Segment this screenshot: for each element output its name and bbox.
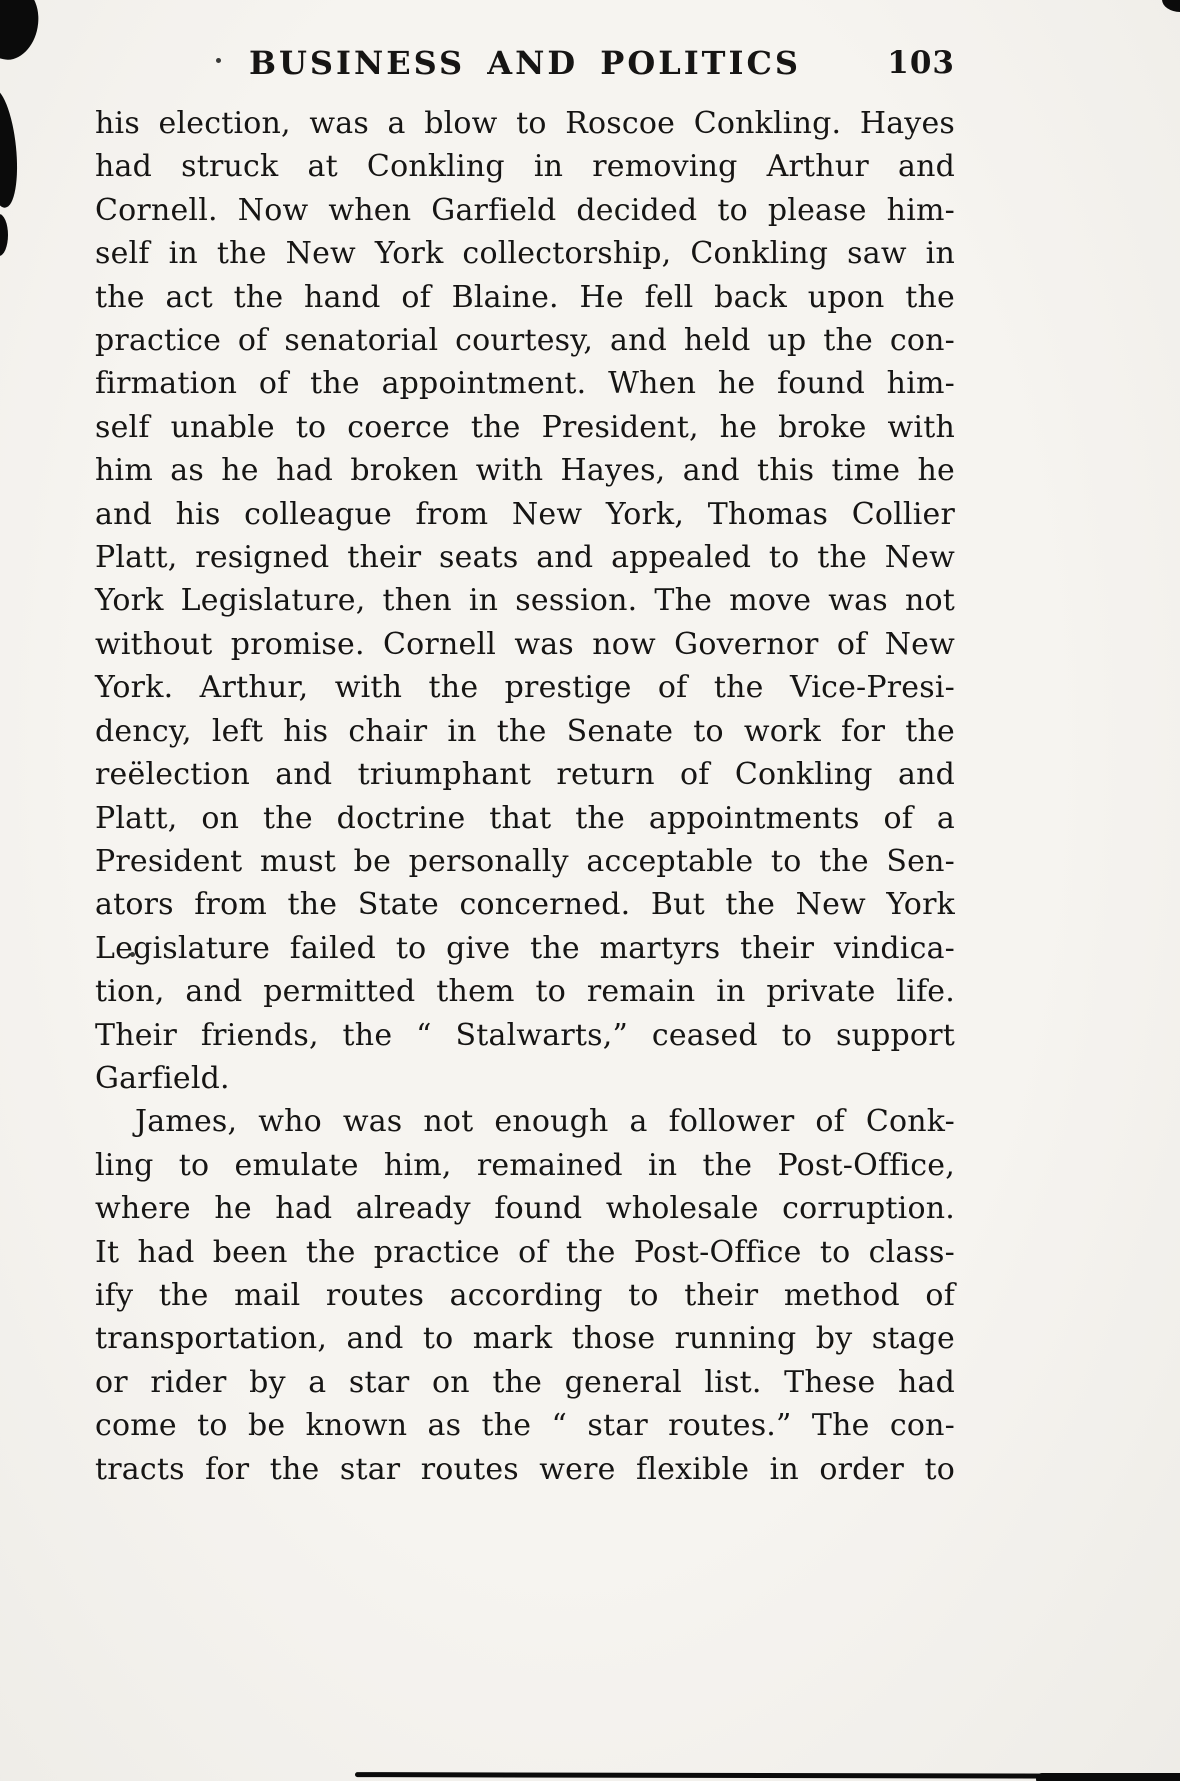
text-line: It had been the practice of the Post-Office to class- xyxy=(95,1234,955,1270)
text-line: ators from the State concerned. But the New York xyxy=(95,887,955,923)
text-line: had struck at Conkling in removing Arthur and xyxy=(95,149,955,185)
text-line: President must be personally acceptable to the Sen- xyxy=(95,843,955,879)
text-line: Platt, resigned their seats and appealed to the New xyxy=(95,540,955,576)
text-line: come to be known as the “ star routes.” The con- xyxy=(95,1408,955,1444)
text-line: tracts for the star routes were flexible in order to xyxy=(95,1451,955,1487)
text-line: where he had already found wholesale corruption. xyxy=(95,1191,955,1227)
page-body xyxy=(95,102,955,1491)
scan-artifact-top-right-icon xyxy=(1162,0,1180,12)
text-line: the act the hand of Blaine. He fell back upon the xyxy=(95,279,955,315)
scan-artifact-top-left-icon xyxy=(0,0,46,65)
text-line: him as he had broken with Hayes, and this time he xyxy=(95,453,955,489)
text-line: Cornell. Now when Garfield decided to please him- xyxy=(95,192,955,228)
scan-artifact-left-edge-icon xyxy=(0,87,22,210)
text-line: York. Arthur, with the prestige of the Vice-Presi- xyxy=(95,670,955,706)
text-line: without promise. Cornell was now Governor of New xyxy=(95,626,955,662)
text-line: York Legislature, then in session. The move was not xyxy=(95,583,955,619)
text-line: Legislature failed to give the martyrs their vindica- xyxy=(95,930,955,966)
scan-artifact-left-edge-small-icon xyxy=(0,214,8,256)
scan-artifact-bottom-corner-icon xyxy=(1036,1773,1180,1781)
text-line: firmation of the appointment. When he found him- xyxy=(95,366,955,402)
text-line: James, who was not enough a follower of Conk- xyxy=(135,1104,955,1140)
text-line: ify the mail routes according to their method of xyxy=(95,1277,955,1313)
text-line: self in the New York collectorship, Conkling saw in xyxy=(95,236,955,272)
text-line: his election, was a blow to Roscoe Conkling. Hayes xyxy=(95,106,955,141)
page-title: BUSINESS AND POLITICS xyxy=(248,44,802,82)
paragraph xyxy=(95,102,955,1100)
text-line: and his colleague from New York, Thomas Collier xyxy=(95,496,955,532)
text-line: transportation, and to mark those running by stage xyxy=(95,1321,955,1357)
text-line: reëlection and triumphant return of Conkling and xyxy=(95,757,955,793)
text-line: or rider by a star on the general list. These had xyxy=(95,1364,955,1400)
text-line: dency, left his chair in the Senate to work for the xyxy=(95,713,955,749)
text-line: self unable to coerce the President, he broke with xyxy=(95,409,955,445)
text-line: practice of senatorial courtesy, and held up the con- xyxy=(95,323,955,359)
text-line: ling to emulate him, remained in the Post-Office, xyxy=(95,1147,955,1183)
page-header xyxy=(95,40,955,86)
paragraph xyxy=(95,1100,955,1491)
text-line: tion, and permitted them to remain in private life. xyxy=(95,974,955,1010)
text-line: Platt, on the doctrine that the appointments of a xyxy=(95,800,955,836)
page-number: 103 xyxy=(887,45,955,81)
text-line: Their friends, the “ Stalwarts,” ceased to support xyxy=(95,1017,955,1053)
text-line: Garfield. xyxy=(95,1060,230,1096)
